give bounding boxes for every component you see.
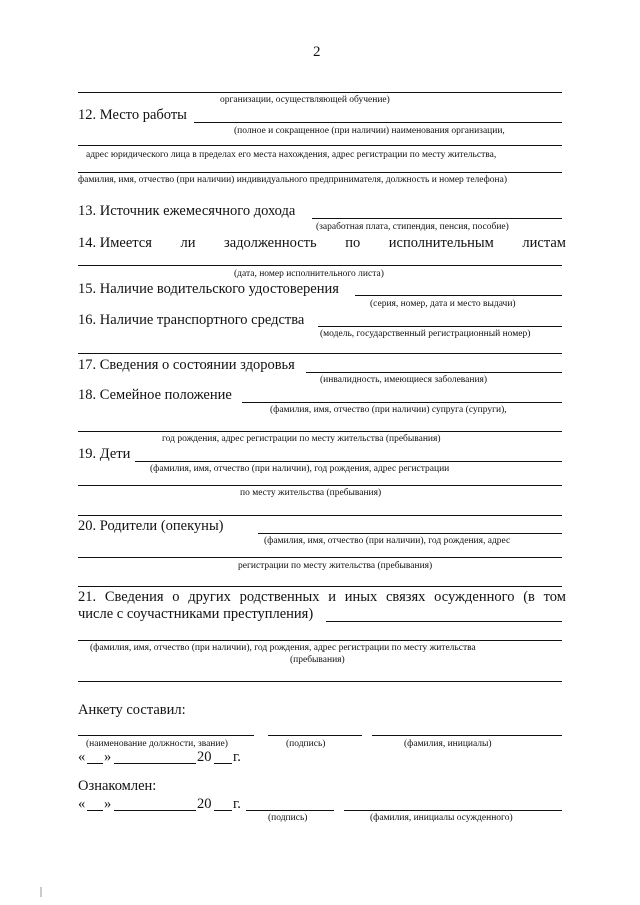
ack-year-line[interactable] <box>214 810 232 811</box>
section-18-label: 18. Семейное положение <box>78 387 232 403</box>
compiled-by-label: Анкету составил: <box>78 702 186 718</box>
signature-caption: (подпись) <box>286 739 326 749</box>
parents-caption-2: регистрации по месту жительства (пребывания) <box>238 561 433 571</box>
parents-line-2[interactable] <box>78 557 562 558</box>
health-caption: (инвалидность, имеющиеся заболевания) <box>320 375 488 385</box>
section-21-label: 21. Сведения о других родственных и иных связях осужденного (в том <box>78 589 566 605</box>
license-line[interactable] <box>355 295 562 296</box>
month-line[interactable] <box>114 763 196 764</box>
ack-month-line[interactable] <box>114 810 196 811</box>
year-suffix: г. <box>233 749 241 765</box>
relatives-line-2[interactable] <box>78 640 562 641</box>
name-line[interactable] <box>372 735 562 736</box>
year-prefix: 20 <box>197 749 212 765</box>
ack-name-caption: (фамилия, инициалы осужденного) <box>370 813 513 823</box>
parents-line[interactable] <box>258 533 562 534</box>
family-caption-2: год рождения, адрес регистрации по месту жительства (пребывания) <box>162 434 441 444</box>
relatives-caption-1: (фамилия, имя, отчество (при наличии), год рождения, адрес регистрации по месту жительства <box>90 643 476 653</box>
workplace-line[interactable] <box>194 122 562 123</box>
position-line[interactable] <box>78 735 254 736</box>
acknowledged-label: Ознакомлен: <box>78 778 157 794</box>
ack-date-open-quote: « <box>78 796 86 812</box>
ack-year-prefix: 20 <box>197 796 212 812</box>
section-13-label: 13. Источник ежемесячного дохода <box>78 203 296 219</box>
children-caption-2: по месту жительства (пребывания) <box>240 488 382 498</box>
ack-date-close-quote: » <box>104 796 112 812</box>
section-19-label: 19. Дети <box>78 446 131 462</box>
ack-name-line[interactable] <box>344 810 562 811</box>
day-line[interactable] <box>87 763 103 764</box>
license-caption: (серия, номер, дата и место выдачи) <box>370 299 516 309</box>
section-14-label: 14. Имеется ли задолженность по исполнительным листам <box>78 235 566 251</box>
parents-caption-1: (фамилия, имя, отчество (при наличии), год рождения, адрес <box>264 536 511 546</box>
position-caption: (наименование должности, звание) <box>86 739 228 749</box>
children-line-2[interactable] <box>78 485 562 486</box>
ack-signature-line[interactable] <box>246 810 334 811</box>
section-17-label: 17. Сведения о состоянии здоровья <box>78 357 295 373</box>
name-caption: (фамилия, инициалы) <box>404 739 492 749</box>
ack-day-line[interactable] <box>87 810 103 811</box>
section-20-label: 20. Родители (опекуны) <box>78 518 224 534</box>
section-21-line-2: числе с соучастниками преступления) <box>78 606 314 622</box>
workplace-caption-1: (полное и сокращенное (при наличии) наименования организации, <box>234 126 505 136</box>
debt-caption: (дата, номер исполнительного листа) <box>234 269 384 279</box>
section-12-label: 12. Место работы <box>78 107 187 123</box>
page-number: 2 <box>313 44 321 60</box>
vehicle-caption: (модель, государственный регистрационный номер) <box>320 329 531 339</box>
relatives-line-3[interactable] <box>78 681 562 682</box>
parents-line-3[interactable] <box>78 586 562 587</box>
vehicle-line[interactable] <box>318 326 562 327</box>
family-caption-1: (фамилия, имя, отчество (при наличии) супруга (супруги), <box>270 405 507 415</box>
debt-line[interactable] <box>78 265 562 266</box>
children-line-3[interactable] <box>78 515 562 516</box>
relatives-line[interactable] <box>326 621 562 622</box>
section-15-label: 15. Наличие водительского удостоверения <box>78 281 339 297</box>
ack-signature-caption: (подпись) <box>268 813 308 823</box>
relatives-caption-2: (пребывания) <box>290 655 345 665</box>
family-line[interactable] <box>242 402 562 403</box>
income-line[interactable] <box>312 218 562 219</box>
date-close-quote: » <box>104 749 112 765</box>
year-line[interactable] <box>214 763 232 764</box>
workplace-line-3[interactable] <box>78 172 562 173</box>
income-caption: (заработная плата, стипендия, пенсия, пособие) <box>316 222 509 232</box>
date-open-quote: « <box>78 749 86 765</box>
children-caption-1: (фамилия, имя, отчество (при наличии), год рождения, адрес регистрации <box>150 464 450 474</box>
workplace-caption-2: адрес юридического лица в пределах его места нахождения, адрес регистрации по месту жительства, <box>86 150 497 160</box>
workplace-caption-3: фамилия, имя, отчество (при наличии) индивидуального предпринимателя, должность и номер телефона) <box>78 175 507 185</box>
children-line[interactable] <box>135 461 562 462</box>
scan-edge-mark <box>40 887 42 897</box>
workplace-line-2[interactable] <box>78 145 562 146</box>
health-line[interactable] <box>306 372 562 373</box>
vehicle-line-2[interactable] <box>78 353 562 354</box>
signature-line[interactable] <box>268 735 362 736</box>
section-16-label: 16. Наличие транспортного средства <box>78 312 305 328</box>
ack-year-suffix: г. <box>233 796 241 812</box>
field-line <box>78 92 562 93</box>
top-caption: организации, осуществляющей обучение) <box>220 95 390 105</box>
family-line-2[interactable] <box>78 431 562 432</box>
